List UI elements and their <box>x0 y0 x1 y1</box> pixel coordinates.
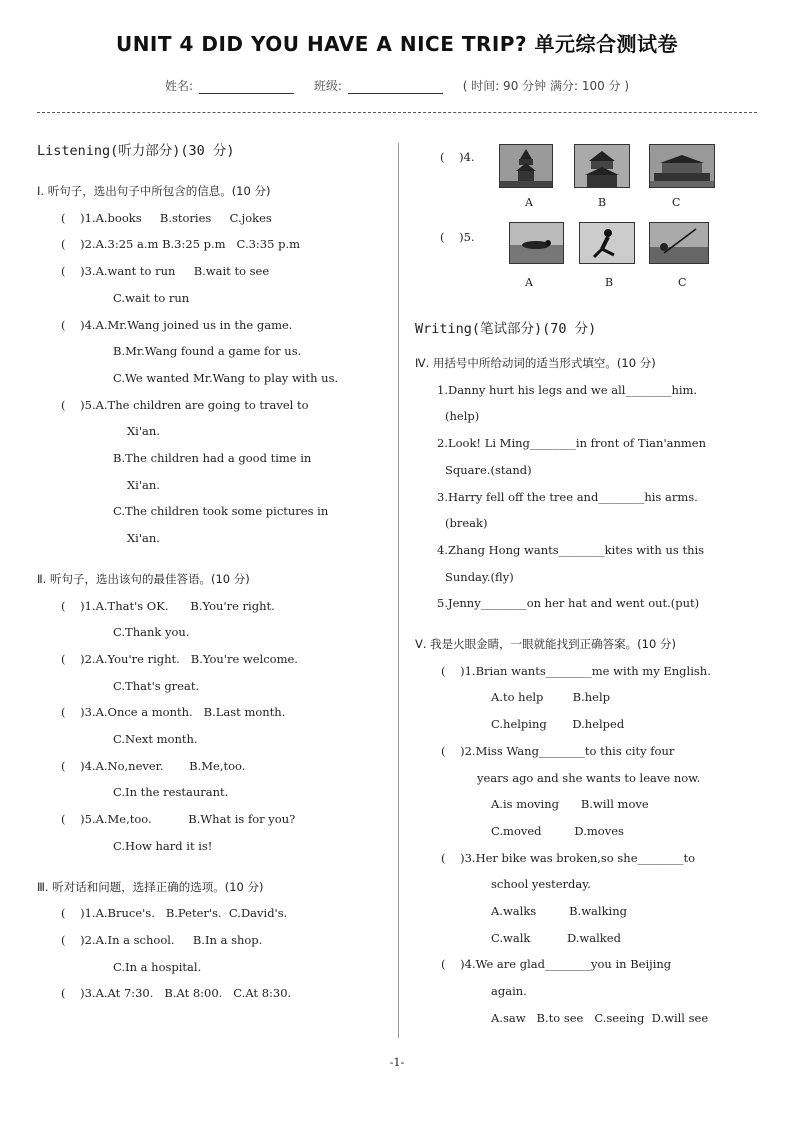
question-line: ( )2.A.3:25 a.m B.3:25 p.m C.3:35 p.m <box>61 237 301 252</box>
option-line: B.The children had a good time in <box>113 451 312 466</box>
question-line: ( )3.A.want to run B.wait to see <box>61 264 270 279</box>
option-line: (break) <box>445 516 488 531</box>
question-line: ( )5.A.The children are going to travel to <box>61 397 309 412</box>
option-line: A.walks B.walking <box>491 904 628 919</box>
picture-5b-skating <box>579 222 635 264</box>
question-line: ( )1.A.Bruce's. B.Peter's. C.David's. <box>61 906 288 921</box>
question-line: ( )3.Her bike was broken,so she________to <box>441 850 696 865</box>
question-line: ( )4.A.Mr.Wang joined us in the game. <box>61 317 293 332</box>
left-column <box>37 138 392 1007</box>
picture-5c-fishing <box>649 222 709 264</box>
picture-label: A <box>525 196 533 209</box>
writing-heading: Writing(笔试部分)(70 分) <box>415 321 597 337</box>
option-line: Sunday.(fly) <box>445 569 514 584</box>
question-line: ( )5.A.Me,too. B.What is for you? <box>61 812 296 827</box>
option-line: Xi'an. <box>127 477 160 492</box>
option-line: C.Thank you. <box>113 625 190 640</box>
question-line: ( )3.A.Once a month. B.Last month. <box>61 705 286 720</box>
option-line: C.The children took some pictures in <box>113 504 329 519</box>
picture-4b-tower <box>574 144 630 188</box>
option-line: C.That's great. <box>113 678 200 693</box>
name-label: 姓名: <box>164 79 193 93</box>
question-line: 2.Look! Li Ming________in front of Tian'anmen <box>437 436 706 451</box>
question-line: ( )4.We are glad________you in Beijing <box>441 957 672 972</box>
page-title: UNIT 4 DID YOU HAVE A NICE TRIP? 单元综合测试卷 <box>115 32 679 56</box>
option-line: Xi'an. <box>127 424 160 439</box>
class-blank[interactable] <box>348 81 443 94</box>
option-line: C.Next month. <box>113 732 198 747</box>
section-5-title: Ⅴ. 我是火眼金睛，一眼就能找到正确答案。(10 分) <box>415 637 676 652</box>
section-4-title: Ⅳ. 用括号中所给动词的适当形式填空。(10 分) <box>415 356 656 370</box>
picture-4c-gate <box>649 144 715 188</box>
option-line: A.saw B.to see C.seeing D.will see <box>491 1010 709 1025</box>
time-score: ( 时间: 90 分钟 满分: 100 分 ) <box>462 79 630 93</box>
question-line: ( )3.A.At 7:30. B.At 8:00. C.At 8:30. <box>61 986 292 1001</box>
option-line: C.We wanted Mr.Wang to play with us. <box>113 370 339 385</box>
question-line: ( )1.A.That's OK. B.You're right. <box>61 598 275 613</box>
question-line: ( )1.A.books B.stories C.jokes <box>61 210 272 225</box>
question-4-label: ( )4. <box>440 150 475 164</box>
option-line: years ago and she wants to leave now. <box>477 770 701 785</box>
question-line: 4.Zhang Hong wants________kites with us this <box>437 542 705 557</box>
question-line: ( )2.Miss Wang________to this city four <box>441 743 675 758</box>
class-label: 班级: <box>313 79 342 93</box>
option-line: C.In a hospital. <box>113 959 202 974</box>
header-divider <box>37 112 757 113</box>
option-line: Xi'an. <box>127 531 160 546</box>
picture-5a-swimming <box>509 222 564 264</box>
option-line: C.helping D.helped <box>491 717 625 732</box>
question-line: ( )2.A.In a school. B.In a shop. <box>61 932 263 947</box>
name-blank[interactable] <box>199 81 294 94</box>
student-info-line <box>0 77 794 94</box>
section-3-title: Ⅲ. 听对话和问题，选择正确的选项。(10 分) <box>37 879 264 894</box>
question-line: ( )2.A.You're right. B.You're welcome. <box>61 651 298 666</box>
listening-heading: Listening(听力部分)(30 分) <box>37 143 235 159</box>
question-line: 3.Harry fell off the tree and________his arms. <box>437 489 698 504</box>
question-line: ( )4.A.No,never. B.Me,too. <box>61 758 246 773</box>
right-column <box>415 316 760 1032</box>
option-line: A.is moving B.will move <box>491 797 649 812</box>
page-number: -1- <box>389 1056 405 1069</box>
section-2-title: Ⅱ. 听句子，选出该句的最佳答语。(10 分) <box>37 571 250 586</box>
option-line: C.walk D.walked <box>491 930 621 945</box>
picture-label: C <box>672 196 681 209</box>
column-divider <box>398 143 399 1038</box>
picture-label: B <box>598 196 607 209</box>
question-line: ( )1.Brian wants________me with my English. <box>441 663 711 678</box>
option-line: (help) <box>445 409 480 424</box>
picture-label: A <box>525 276 533 289</box>
option-line: C.moved D.moves <box>491 823 624 838</box>
section-1-title: Ⅰ. 听句子，选出句子中所包含的信息。(10 分) <box>37 184 271 198</box>
option-line: C.How hard it is! <box>113 838 213 853</box>
picture-label: C <box>678 276 687 289</box>
question-5-label: ( )5. <box>440 230 475 244</box>
picture-4a-pagoda <box>499 144 553 188</box>
question-line: 5.Jenny________on her hat and went out.(put) <box>437 596 700 611</box>
option-line: A.to help B.help <box>491 690 611 705</box>
option-line: C.In the restaurant. <box>113 785 229 800</box>
option-line: C.wait to run <box>113 290 190 305</box>
option-line: B.Mr.Wang found a game for us. <box>113 344 302 359</box>
picture-label: B <box>605 276 614 289</box>
option-line: school yesterday. <box>491 877 591 892</box>
option-line: again. <box>491 984 527 999</box>
question-line: 1.Danny hurt his legs and we all________him. <box>437 382 698 397</box>
option-line: Square.(stand) <box>445 462 532 477</box>
